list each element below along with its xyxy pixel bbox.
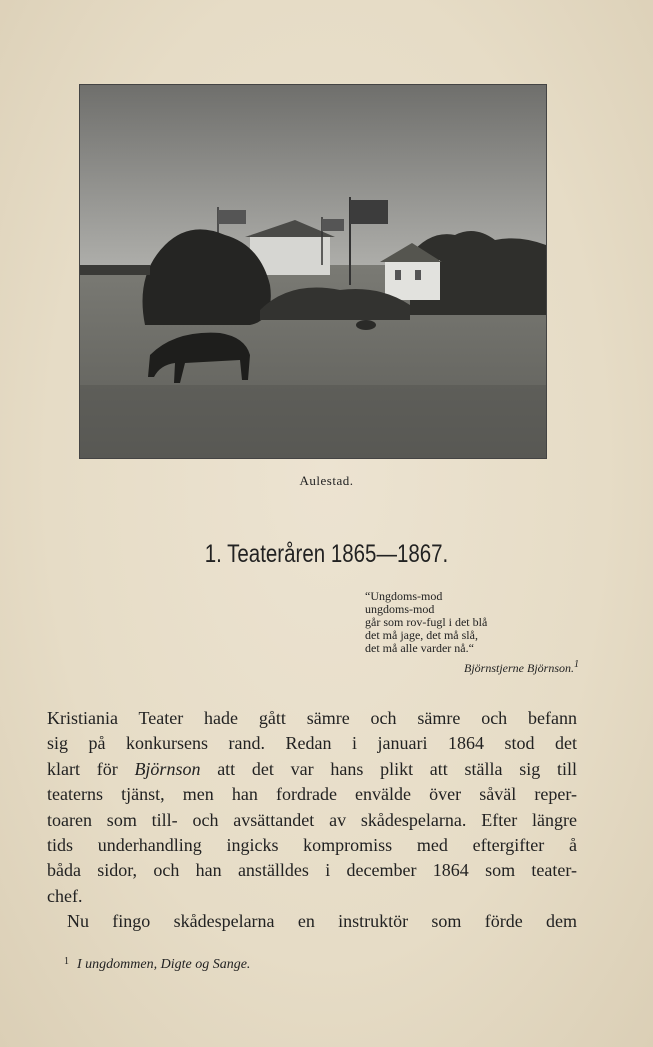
motto-line: “Ungdoms-mod [365,589,443,603]
text-line: Kristiania Teater hade gått sämre och sämre och befann [47,708,577,728]
motto-line: det må jage, det må slå, [365,628,478,642]
footnote [64,956,250,973]
paragraph-2 [47,909,577,934]
footnote-text: I ungdommen, Digte og Sange. [77,957,251,972]
text-line: teaterns tjänst, men han fordrade envälde över såväl reper- [47,784,577,805]
footnote-reference: 1 [574,659,579,670]
person-name: Björnson [134,758,201,779]
aulestad-photograph [79,84,547,459]
chapter-title: 1. Teateråren 1865—1867. [204,540,449,568]
motto-line: ungdoms-mod [365,602,435,616]
text-line: chef. [47,885,83,906]
photo-caption: Aulestad. [299,473,354,488]
motto-line: går som rov-fugl i det blå [365,615,488,629]
text-line: båda sidor, och han anställdes i december 1864 som teater- [47,860,577,881]
photograph-image [80,85,546,458]
text-segment: att det var hans plikt att ställa sig till [217,758,577,779]
paragraph-1 [47,706,577,909]
text-line: Nu fingo skådespelarna en instruktör som förde dem [67,911,577,932]
footnote-mark: 1 [64,956,69,967]
text-line: tids underhandling ingicks kompromiss med eftergifter å [47,835,577,856]
motto-author-name: Björnstjerne Björnson. [464,661,574,675]
text-line [47,757,577,782]
motto-author [365,658,585,675]
text-line: toaren som till- och avsättandet av skådespelarna. Efter längre [47,809,577,830]
body-text [47,706,577,935]
text-line: sig på konkursens rand. Redan i januari 1864 stod det [47,733,577,754]
text-segment: klart för [47,758,135,779]
motto-line: det må alle varder nå.“ [365,641,474,655]
motto-epigraph [365,590,585,675]
